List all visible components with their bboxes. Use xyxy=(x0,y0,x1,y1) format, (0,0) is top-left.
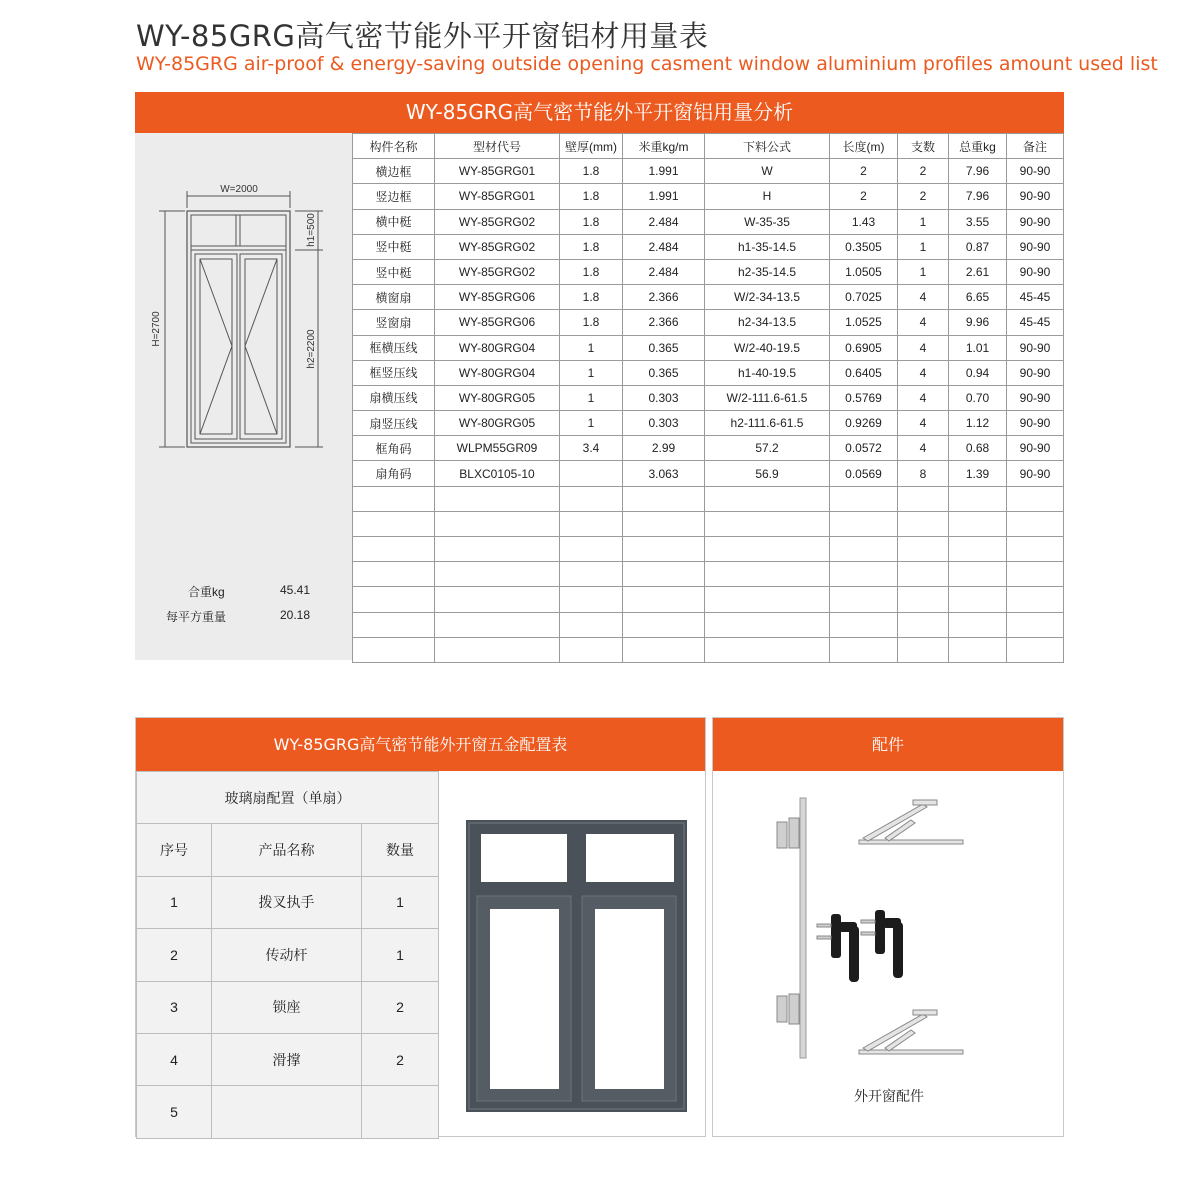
table-cell: W/2-34-13.5 xyxy=(705,285,830,310)
table-cell: 扇竖压线 xyxy=(353,411,435,436)
table-cell: 锁座 xyxy=(212,981,362,1033)
table-cell: h1-40-19.5 xyxy=(705,360,830,385)
table-cell: 1 xyxy=(898,209,949,234)
table-cell xyxy=(353,562,435,587)
table-cell xyxy=(830,562,898,587)
table-cell: 0.68 xyxy=(949,436,1007,461)
table-cell: 0.87 xyxy=(949,234,1007,259)
table-row xyxy=(353,461,1064,486)
table-cell: WY-80GRG05 xyxy=(435,385,560,410)
table-cell: 90-90 xyxy=(1007,184,1064,209)
table-cell xyxy=(705,587,830,612)
table-cell: 90-90 xyxy=(1007,259,1064,284)
table-row xyxy=(353,612,1064,637)
table-cell: H xyxy=(705,184,830,209)
table-cell: 4 xyxy=(898,335,949,360)
table-cell: 1 xyxy=(362,876,439,928)
table-cell: 6.65 xyxy=(949,285,1007,310)
table-row xyxy=(353,259,1064,284)
table-cell xyxy=(353,587,435,612)
table-cell: 3.55 xyxy=(949,209,1007,234)
table-cell: 滑撑 xyxy=(212,1033,362,1085)
hardware-table xyxy=(136,771,439,1139)
table-cell xyxy=(560,637,623,662)
table-cell xyxy=(435,537,560,562)
page-title: WY-85GRG高气密节能外平开窗铝材用量表 xyxy=(136,19,709,53)
table-cell: 56.9 xyxy=(705,461,830,486)
table-cell: 0.6905 xyxy=(830,335,898,360)
table-cell: 90-90 xyxy=(1007,159,1064,184)
table-cell: 4 xyxy=(898,385,949,410)
table-cell xyxy=(705,537,830,562)
table-row xyxy=(353,562,1064,587)
table-cell: WY-85GRG01 xyxy=(435,159,560,184)
table-cell xyxy=(830,537,898,562)
table-cell xyxy=(623,612,705,637)
table-cell xyxy=(560,537,623,562)
per-sqm-weight-value: 20.18 xyxy=(280,608,311,622)
table-cell: 1.0525 xyxy=(830,310,898,335)
table-cell xyxy=(435,612,560,637)
table-row xyxy=(353,184,1064,209)
table-cell: WY-85GRG02 xyxy=(435,234,560,259)
profiles-column-header: 长度(m) xyxy=(830,134,898,159)
table-cell: 0.94 xyxy=(949,360,1007,385)
table-cell xyxy=(705,486,830,511)
table-cell: 横边框 xyxy=(353,159,435,184)
table-cell: 0.365 xyxy=(623,335,705,360)
hardware-panel xyxy=(135,717,706,1137)
table-row xyxy=(137,1086,439,1138)
table-cell: 2 xyxy=(830,159,898,184)
table-row xyxy=(353,159,1064,184)
table-cell: 竖边框 xyxy=(353,184,435,209)
table-cell xyxy=(949,612,1007,637)
table-cell: 2.99 xyxy=(623,436,705,461)
table-cell: 1.8 xyxy=(560,310,623,335)
profiles-column-header: 总重kg xyxy=(949,134,1007,159)
table-cell xyxy=(949,511,1007,536)
table-cell: 4 xyxy=(898,285,949,310)
profiles-column-header: 备注 xyxy=(1007,134,1064,159)
table-cell xyxy=(353,612,435,637)
table-cell: 扇横压线 xyxy=(353,385,435,410)
table-cell xyxy=(623,537,705,562)
table-row xyxy=(353,587,1064,612)
profiles-table xyxy=(352,133,1064,663)
table-cell: 90-90 xyxy=(1007,461,1064,486)
table-cell xyxy=(435,637,560,662)
accessories-caption: 外开窗配件 xyxy=(854,1088,924,1104)
table-cell: 0.70 xyxy=(949,385,1007,410)
table-cell: 扇角码 xyxy=(353,461,435,486)
table-cell xyxy=(830,486,898,511)
table-cell: 竖中梃 xyxy=(353,259,435,284)
table-cell: WY-80GRG04 xyxy=(435,360,560,385)
table-cell: WY-80GRG05 xyxy=(435,411,560,436)
table-cell: 2 xyxy=(362,1033,439,1085)
table-cell: 2.61 xyxy=(949,259,1007,284)
table-cell: WLPM55GR09 xyxy=(435,436,560,461)
table-cell: WY-85GRG06 xyxy=(435,285,560,310)
table-cell: 1 xyxy=(560,335,623,360)
table-cell: 57.2 xyxy=(705,436,830,461)
table-cell xyxy=(1007,562,1064,587)
analysis-header: WY-85GRG高气密节能外平开窗铝用量分析 xyxy=(135,92,1064,133)
table-cell: WY-85GRG02 xyxy=(435,209,560,234)
table-cell xyxy=(949,562,1007,587)
table-cell: 2.484 xyxy=(623,209,705,234)
table-cell: 4 xyxy=(137,1033,212,1085)
per-sqm-weight-label: 每平方重量 xyxy=(166,610,227,624)
table-row xyxy=(353,385,1064,410)
table-cell: 2.366 xyxy=(623,310,705,335)
table-cell: 3.4 xyxy=(560,436,623,461)
table-cell: 1.8 xyxy=(560,285,623,310)
table-cell xyxy=(898,587,949,612)
table-cell: 2.366 xyxy=(623,285,705,310)
table-cell: 2 xyxy=(898,184,949,209)
table-cell: 框竖压线 xyxy=(353,360,435,385)
table-cell xyxy=(830,637,898,662)
table-cell: 1 xyxy=(898,259,949,284)
table-cell: 4 xyxy=(898,360,949,385)
table-cell: 45-45 xyxy=(1007,310,1064,335)
table-cell: 0.3505 xyxy=(830,234,898,259)
table-cell xyxy=(353,637,435,662)
table-cell: 2 xyxy=(830,184,898,209)
profiles-column-header: 型材代号 xyxy=(435,134,560,159)
table-cell: 5 xyxy=(137,1086,212,1138)
table-cell: 90-90 xyxy=(1007,436,1064,461)
table-cell: 1 xyxy=(362,929,439,981)
table-row xyxy=(353,209,1064,234)
profiles-column-header: 米重kg/m xyxy=(623,134,705,159)
table-row xyxy=(353,537,1064,562)
table-cell: 2.484 xyxy=(623,259,705,284)
width-dimension-label: W=2000 xyxy=(220,184,258,195)
table-cell xyxy=(705,612,830,637)
table-cell xyxy=(1007,612,1064,637)
table-cell xyxy=(1007,511,1064,536)
table-row xyxy=(353,310,1064,335)
hardware-header-row xyxy=(137,824,439,876)
table-cell xyxy=(949,587,1007,612)
table-row xyxy=(353,234,1064,259)
hardware-column-header: 产品名称 xyxy=(212,824,362,876)
hardware-config-title-row xyxy=(137,772,439,824)
table-cell: 1 xyxy=(560,411,623,436)
table-cell xyxy=(435,486,560,511)
table-cell: 0.303 xyxy=(623,385,705,410)
table-cell: 0.9269 xyxy=(830,411,898,436)
table-cell: 9.96 xyxy=(949,310,1007,335)
table-row xyxy=(137,929,439,981)
table-cell: 7.96 xyxy=(949,184,1007,209)
table-cell: 2 xyxy=(362,981,439,1033)
table-row xyxy=(353,436,1064,461)
table-cell xyxy=(898,511,949,536)
table-cell xyxy=(560,612,623,637)
profiles-column-header: 构件名称 xyxy=(353,134,435,159)
table-cell: W/2-40-19.5 xyxy=(705,335,830,360)
table-cell xyxy=(623,562,705,587)
table-cell xyxy=(560,486,623,511)
table-row xyxy=(353,486,1064,511)
table-cell: 8 xyxy=(898,461,949,486)
total-weight-value: 45.41 xyxy=(280,583,311,597)
profiles-column-header: 下料公式 xyxy=(705,134,830,159)
table-cell xyxy=(1007,587,1064,612)
table-cell xyxy=(353,486,435,511)
table-cell xyxy=(623,486,705,511)
page-subtitle: WY-85GRG air-proof & energy-saving outside opening casment window aluminium profiles amount used list xyxy=(136,53,1158,75)
table-cell xyxy=(435,562,560,587)
table-cell xyxy=(898,612,949,637)
table-cell: 横窗扇 xyxy=(353,285,435,310)
table-cell: 2 xyxy=(898,159,949,184)
table-cell xyxy=(898,562,949,587)
table-row xyxy=(353,360,1064,385)
table-cell: 0.365 xyxy=(623,360,705,385)
table-cell: 1.8 xyxy=(560,234,623,259)
table-cell: WY-85GRG01 xyxy=(435,184,560,209)
table-cell xyxy=(1007,637,1064,662)
table-cell: 1.8 xyxy=(560,184,623,209)
table-cell xyxy=(353,537,435,562)
table-cell xyxy=(560,461,623,486)
total-weight-label: 合重kg xyxy=(188,585,225,599)
table-cell xyxy=(1007,537,1064,562)
table-cell xyxy=(705,637,830,662)
table-cell: 1.991 xyxy=(623,159,705,184)
h2-dimension-label: h2=2200 xyxy=(306,329,317,369)
table-cell xyxy=(353,511,435,536)
accessories-header: 配件 xyxy=(713,718,1063,771)
table-cell: 0.6405 xyxy=(830,360,898,385)
table-cell: W xyxy=(705,159,830,184)
hardware-header: WY-85GRG高气密节能外开窗五金配置表 xyxy=(136,718,705,771)
table-cell: 传动杆 xyxy=(212,929,362,981)
table-cell: W-35-35 xyxy=(705,209,830,234)
table-cell: 1.8 xyxy=(560,259,623,284)
table-cell: h1-35-14.5 xyxy=(705,234,830,259)
table-cell: h2-35-14.5 xyxy=(705,259,830,284)
table-cell: 4 xyxy=(898,411,949,436)
profiles-column-header: 壁厚(mm) xyxy=(560,134,623,159)
table-cell: 90-90 xyxy=(1007,234,1064,259)
table-cell xyxy=(830,612,898,637)
table-cell: 拨叉执手 xyxy=(212,876,362,928)
table-cell xyxy=(949,537,1007,562)
table-cell: 1.8 xyxy=(560,159,623,184)
table-cell xyxy=(705,511,830,536)
table-cell: 4 xyxy=(898,436,949,461)
table-cell: 2.484 xyxy=(623,234,705,259)
table-cell: 90-90 xyxy=(1007,411,1064,436)
table-cell xyxy=(830,587,898,612)
table-row xyxy=(353,285,1064,310)
table-cell: 1.0505 xyxy=(830,259,898,284)
table-cell: 1.39 xyxy=(949,461,1007,486)
table-cell xyxy=(560,511,623,536)
table-cell: 1.12 xyxy=(949,411,1007,436)
table-cell xyxy=(560,562,623,587)
table-cell: 45-45 xyxy=(1007,285,1064,310)
table-cell: 90-90 xyxy=(1007,385,1064,410)
table-cell: BLXC0105-10 xyxy=(435,461,560,486)
table-cell xyxy=(949,486,1007,511)
table-cell xyxy=(362,1086,439,1138)
hardware-column-header: 数量 xyxy=(362,824,439,876)
table-cell: 2 xyxy=(137,929,212,981)
height-dimension-label: H=2700 xyxy=(151,311,162,347)
table-row xyxy=(353,511,1064,536)
table-cell: WY-80GRG04 xyxy=(435,335,560,360)
table-cell: 1.8 xyxy=(560,209,623,234)
table-cell: 框角码 xyxy=(353,436,435,461)
table-cell: 1 xyxy=(137,876,212,928)
table-row xyxy=(137,876,439,928)
table-cell: 0.303 xyxy=(623,411,705,436)
table-cell xyxy=(705,562,830,587)
table-cell xyxy=(898,486,949,511)
table-cell: 3.063 xyxy=(623,461,705,486)
table-cell xyxy=(898,537,949,562)
table-cell xyxy=(560,587,623,612)
table-cell xyxy=(949,637,1007,662)
table-cell: 1 xyxy=(560,385,623,410)
table-cell: 1.43 xyxy=(830,209,898,234)
table-cell: 0.5769 xyxy=(830,385,898,410)
table-row xyxy=(353,335,1064,360)
profiles-column-header: 支数 xyxy=(898,134,949,159)
table-cell: 4 xyxy=(898,310,949,335)
table-cell xyxy=(435,587,560,612)
hardware-accessories-image xyxy=(773,796,973,1086)
window-elevation-drawing xyxy=(135,133,352,660)
table-cell: 1.991 xyxy=(623,184,705,209)
h1-dimension-label: h1=500 xyxy=(306,213,317,247)
table-cell: 框横压线 xyxy=(353,335,435,360)
table-cell: 0.0572 xyxy=(830,436,898,461)
table-cell: 1 xyxy=(898,234,949,259)
table-cell xyxy=(1007,486,1064,511)
table-cell: 横中梃 xyxy=(353,209,435,234)
table-cell: 3 xyxy=(137,981,212,1033)
table-cell xyxy=(830,511,898,536)
table-cell: 1.01 xyxy=(949,335,1007,360)
table-cell: 竖中梃 xyxy=(353,234,435,259)
profiles-header-row xyxy=(353,134,1064,159)
table-cell: 90-90 xyxy=(1007,360,1064,385)
table-cell: W/2-111.6-61.5 xyxy=(705,385,830,410)
table-cell: 90-90 xyxy=(1007,209,1064,234)
table-row xyxy=(137,1033,439,1085)
table-cell xyxy=(623,511,705,536)
table-cell: 0.0569 xyxy=(830,461,898,486)
accessories-panel xyxy=(712,717,1064,1137)
window-product-image xyxy=(466,820,687,1112)
table-cell: h2-34-13.5 xyxy=(705,310,830,335)
table-cell: WY-85GRG06 xyxy=(435,310,560,335)
table-cell: WY-85GRG02 xyxy=(435,259,560,284)
table-cell: 7.96 xyxy=(949,159,1007,184)
table-row xyxy=(137,981,439,1033)
table-cell: h2-111.6-61.5 xyxy=(705,411,830,436)
hardware-column-header: 序号 xyxy=(137,824,212,876)
table-cell: 90-90 xyxy=(1007,335,1064,360)
table-cell: 竖窗扇 xyxy=(353,310,435,335)
table-row xyxy=(353,411,1064,436)
table-row xyxy=(353,637,1064,662)
table-cell xyxy=(212,1086,362,1138)
table-cell xyxy=(623,587,705,612)
table-cell: 0.7025 xyxy=(830,285,898,310)
table-cell: 1 xyxy=(560,360,623,385)
hardware-config-title: 玻璃扇配置（单扇） xyxy=(137,772,439,824)
table-cell xyxy=(435,511,560,536)
table-cell xyxy=(898,637,949,662)
table-cell xyxy=(623,637,705,662)
